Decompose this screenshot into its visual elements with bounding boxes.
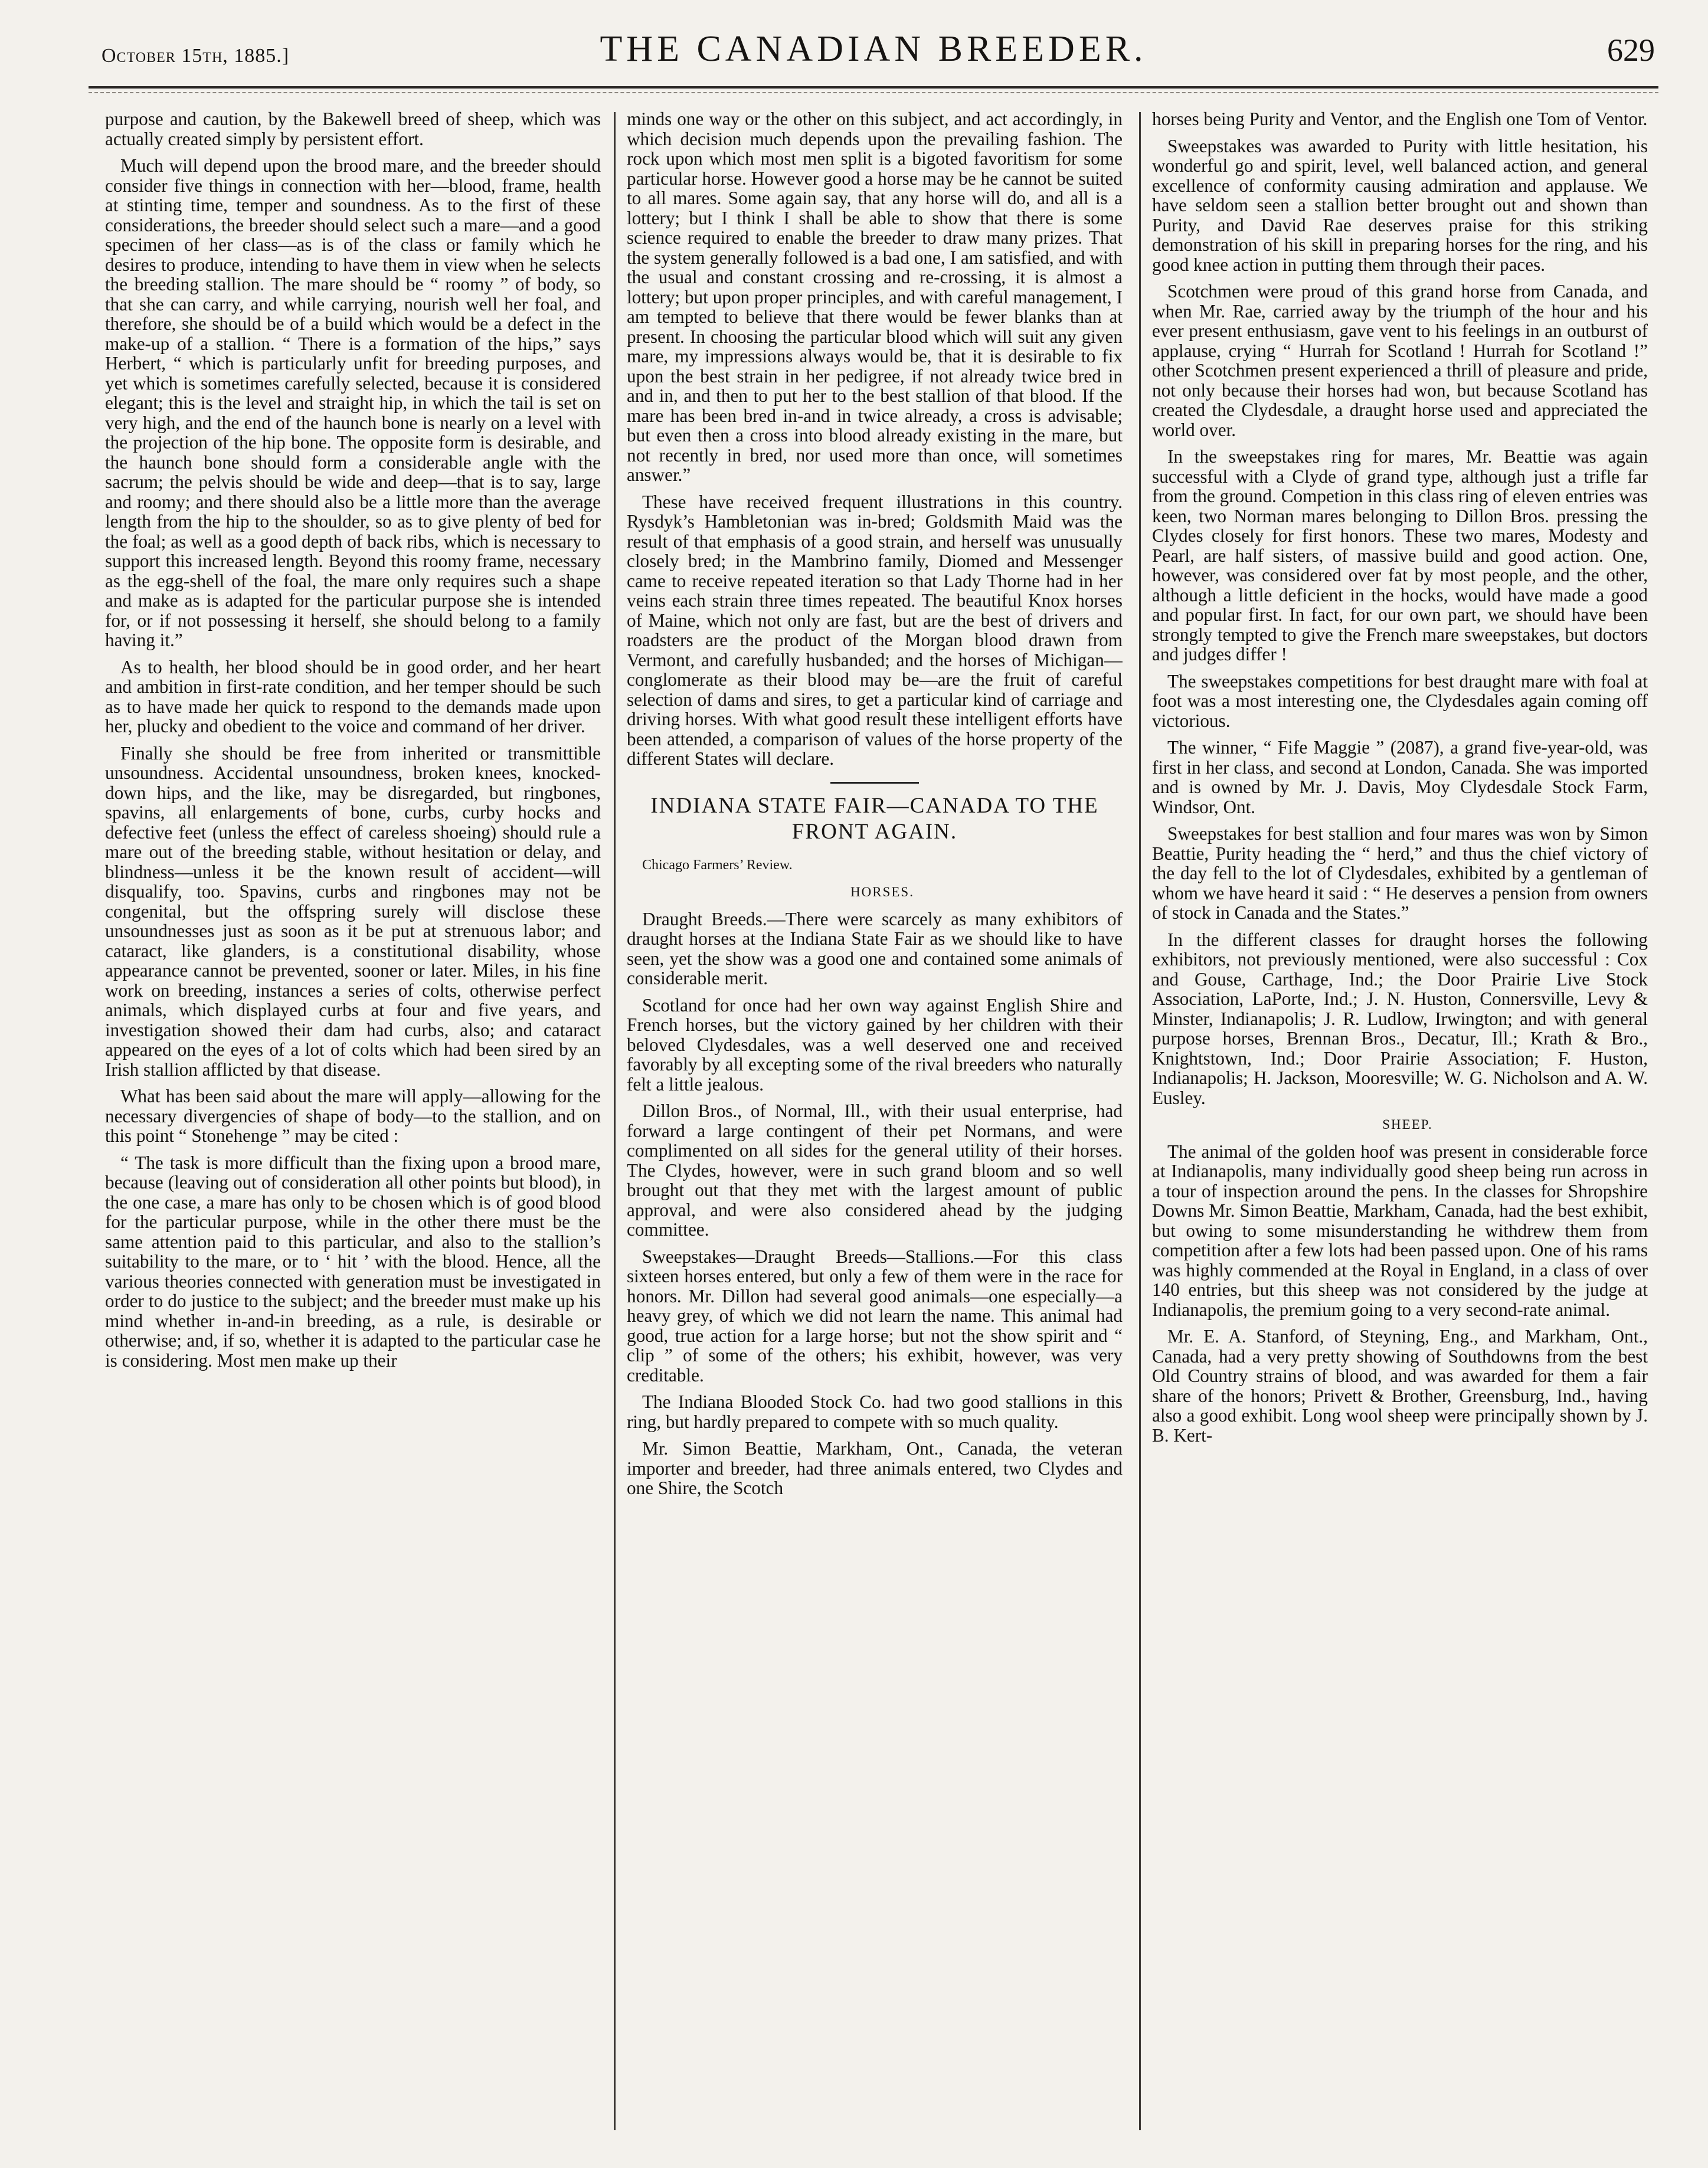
paragraph: The animal of the golden hoof was present in considerable force at Indianapolis, many individually good sheep being run across in a tour of inspection around the pens. In the classes for Shropshire Downs Mr. Simon Beattie, Markham, Canada, had the best exhibit, but owing to some misunderstanding he withdrew them from competition after a few lots had been passed upon. One of his rams was highly commended at the Royal in England, in a class of over 140 entries, but this sheep was not considered by the judge at Indianapolis, the premium going to a very second-rate animal. [1152,1141,1648,1320]
section-heading-horses: HORSES. [850,885,914,899]
paragraph: The winner, “ Fife Maggie ” (2087), a grand five-year-old, was first in her class, and second at London, Canada. She was imported and is owned by Mr. J. Davis, Moy Clydesdale Stock Farm, Windsor, Ont. [1152,737,1648,817]
paragraph: Much will depend upon the brood mare, and the breeder should consider five things in connection with her—blood, frame, health at stinting time, temper and soundness. As to the first of these considerations, the breeder should select such a mare—and a good specimen of her class—as is of the class or family which he desires to produce, intending to have them in view when he selects the breeding stallion. The mare should be “ roomy ” of body, so that she can carry, and while carrying, nourish well her foal, and therefore, she should be of a build which would be a defect in the make-up of a stallion. “ There is a formation of the hips,” says Herbert, “ which is particularly unfit for breeding purposes, and yet which is sometimes carefully selected, because it is considered elegant; this is the level and straight hip, in which the tail is set on very high, and the end of the haunch bone is nearly on a level with the projection of the hip bone. The opposite form is desirable, and the haunch bone should form a considerable angle with the sacrum; the pelvis should be wide and deep—that is to say, large and roomy; and there should also be a little more than the average length from the hip to the shoulder, so as to give plenty of bed for the foal; as well as a good depth of back ribs, which is necessary to support this increased length. Beyond this roomy frame, necessary as the egg-shell of the foal, the mare only requires such a shape and make as is adapted for the particular purpose she is intended for, or if not possessing it herself, she should belong to a family having it.” [105,155,601,650]
paragraph: The Indiana Blooded Stock Co. had two good stallions in this ring, but hardly prepared to compete with so much quality. [627,1391,1123,1432]
column-divider [614,112,616,2130]
paragraph: Sweepstakes was awarded to Purity with little hesitation, his wonderful go and spirit, level, well balanced action, and general excellence of conformity causing admiration and applause. We have seldom seen a stallion better brought out and shown than Purity, and David Rae deserves praise for this striking demonstration of his skill in preparing horses for the ring, and his good knee action in putting them through their paces. [1152,135,1648,275]
column-2 [627,109,1123,2127]
page-number: 629 [1607,32,1655,68]
paragraph: “ The task is more difficult than the fixing upon a brood mare, because (leaving out of consideration all other points but blood), in the one case, a mare has only to be chosen which is of good blood for the particular purpose, while in the other there must be the same attention paid to this particular, and also to the stallion’s suitability to the mare, or to ‘ hit ’ with the blood. Hence, all the various theories connected with generation must be investigated in order to do justice to the subject; and the breeder must make up his mind whether in-and-in breeding, as a rule, is desirable or otherwise; and, if so, whether it is adapted to the particular case he is considering. Most men make up their [105,1152,601,1371]
article-headline: INDIANA STATE FAIR—CANADA TO THE FRONT AGAIN. [650,793,1099,844]
section-heading-sheep: SHEEP. [1382,1117,1433,1132]
column-divider [1139,112,1141,2130]
paragraph: Draught Breeds.—There were scarcely as many exhibitors of draught horses at the Indiana State Fair as we should like to have seen, yet the show was a good one and contained some animals of considerable merit. [627,908,1123,988]
column-1 [105,109,601,2127]
paragraph: These have received frequent illustrations in this country. Rysdyk’s Hambletonian was in-bred; Goldsmith Maid was the result of that emphasis of a good strain, and herself was unusually closely bred; in the Mambrino family, Diomed and Messenger came to receive repeated iteration so that Lady Thorne had in her veins each strain three times repeated. The beautiful Knox horses of Maine, which not only are fast, but are the best of drivers and roadsters are the product of the Morgan blood drawn from Vermont, and carefully husbanded; and the horses of Michigan—conglomerate as their blood may be—are the fruit of careful selection of dams and sires, to get a particular kind of carriage and driving horses. With what good result these intelligent efforts have been attended, a comparison of values of the horse property of the different States will declare. [627,491,1123,769]
article-separator [830,782,919,784]
page-header [89,24,1658,89]
paragraph: The sweepstakes competitions for best draught mare with foal at foot was a most interesting one, the Clydesdales again coming off victorious. [1152,670,1648,731]
paragraph: As to health, her blood should be in good order, and her heart and ambition in first-rate condition, and her temper should be such as to have made her quick to respond to the demands made upon her, plucky and obedient to the voice and command of her driver. [105,656,601,736]
paragraph: Dillon Bros., of Normal, Ill., with their usual enterprise, had forward a large contingent of their pet Normans, and were complimented on all sides for the general utility of their horses. The Clydes, however, were in such grand bloom and so well brought out that they met with the largest amount of public approval, and were also considered ahead by the judging committee. [627,1101,1123,1240]
paragraph: In the sweepstakes ring for mares, Mr. Beattie was again successful with a Clyde of grand type, although just a trifle far from the ground. Competion in this class ring of eleven entries was keen, two Norman mares belonging to Dillon Bros. pressing the Clydes closely for first honors. These two mares, Modesty and Pearl, are half sisters, of massive build and good action. One, however, was considered over fat by most people, and the other, although a little deficient in the hocks, would have made a good and popular first. In fact, for our own part, we should have been strongly tempted to give the French mare sweepstakes, but doctors and judges differ ! [1152,446,1648,664]
paragraph: In the different classes for draught horses the following exhibitors, not previously mentioned, were also successful : Cox and Gouse, Carthage, Ind.; the Door Prairie Live Stock Association, LaPorte, Ind.; J. N. Huston, Connersville, Levy & Minster, Indianapolis; J. R. Ludlow, Irwington; and with general purpose horses, Brennan Bros., Decatur, Ill.; Krath & Bro., Knightstown, Ind.; Door Prairie Association; F. Huston, Indianapolis; H. Jackson, Mooresville; W. G. Nicholson and A. W. Eusley. [1152,929,1648,1108]
header-rule [89,86,1658,89]
paragraph: Sweepstakes—Draught Breeds—Stallions.—For this class sixteen horses entered, but only a few of them were in the race for honors. Mr. Dillon had several good animals—one especially—a heavy grey, of which we did not learn the name. This animal had good, true action for a large horse; but not the show spirit and “ clip ” of some of the others; his exhibit, however, was very creditable. [627,1246,1123,1386]
column-3 [1152,109,1648,2127]
article-source: Chicago Farmers’ Review. [642,857,793,873]
paragraph: horses being Purity and Ventor, and the English one Tom of Ventor. [1152,109,1648,129]
paragraph: Sweepstakes for best stallion and four mares was won by Simon Beattie, Purity heading the “ herd,” and thus the chief victory of the day fell to the lot of Clydesdales, exhibited by a gentleman of whom we have heard it said : “ He deserves a pension from owners of stock in Canada and the States.” [1152,823,1648,923]
paragraph: Scotland for once had her own way against English Shire and French horses, but the victory gained by her children with their beloved Clydesdales, was a well deserved one and received favorably by all excepting some of the rival breeders who naturally felt a little jealous. [627,994,1123,1095]
paragraph: Mr. E. A. Stanford, of Steyning, Eng., and Markham, Ont., Canada, had a very pretty showing of Southdowns from the best Old Country strains of blood, and was awarded for them a fair share of the honors; Privett & Brother, Greensburg, Ind., having also a good exhibit. Long wool sheep were principally shown by J. B. Kert- [1152,1326,1648,1446]
paragraph: Scotchmen were proud of this grand horse from Canada, and when Mr. Rae, carried away by the triumph of the hour and his ever present enthusiasm, gave vent to his feelings in an outburst of applause, crying “ Hurrah for Scotland ! Hurrah for Scotland !” other Scotchmen present experienced a thrill of pleasure and pride, not only because their horses had won, but because Scotland has created the Clydesdale, a draught horse used and appreciated the world over. [1152,281,1648,440]
paragraph: purpose and caution, by the Bakewell breed of sheep, which was actually created simply by persistent effort. [105,109,601,149]
paragraph: Mr. Simon Beattie, Markham, Ont., Canada, the veteran importer and breeder, had three animals entered, two Clydes and one Shire, the Scotch [627,1438,1123,1498]
paragraph: Finally she should be free from inherited or transmittible unsoundness. Accidental unsoundness, broken knees, knocked-down hips, and the like, may be disregarded, but ringbones, spavins, all enlargements of bone, curbs, curby hocks and defective feet (unless the effect of careless shoeing) should rule a mare out of the breeding stable, without hesitation or delay, and blindness—unless it be the known result of accident—will disqualify, too. Spavins, curbs and ringbones may not be congenital, but the offspring surely will disclose these unsoundnesses just as soon as it be put at strenuous labor; and cataract, like glanders, is a constitutional disability, whose appearance cannot be prevented, sooner or later. Miles, in his fine work on breeding, instances a series of colts, otherwise perfect animals, which displayed curbs at four and five years, and investigation showed their dam had curbs, also; and cataract appeared on the eyes of a lot of colts which had been sired by an Irish stallion afflicted by that disease. [105,742,601,1080]
header-rule-dashed [89,92,1658,93]
masthead-title: THE CANADIAN BREEDER. [600,29,1147,69]
paragraph: minds one way or the other on this subject, and act accordingly, in which decision much depends upon the prevailing fashion. The rock upon which most men split is a bigoted favoritism for some particular horse. However good a horse may be he cannot be suited to all mares. Some again say, that any horse will do, and all is a lottery; but I think I shall be able to show that there is some science required to enable the breeder to draw many prizes. That the system generally followed is a bad one, I am satisfied, and with the usual and constant crossing and re-crossing, it is almost a lottery; but upon proper principles, and with careful management, I am tempted to believe that there would be fewer blanks than at present. In choosing the particular blood which will suit any given mare, my impressions always would be, that it is desirable to fix upon the best strain in her pedigree, if not already twice bred in and in, and then to put her to the best stallion of that blood. If the mare has been bred in-and in twice already, a cross is advisable; but even then a cross into blood already existing in the mare, but not recently in bred, nor used more than once, will sometimes answer.” [627,109,1123,485]
paragraph: What has been said about the mare will apply—allowing for the necessary divergencies of shape of body—to the stallion, and on this point “ Stonehenge ” may be cited : [105,1086,601,1146]
issue-date: October 15th, 1885.] [102,45,290,67]
